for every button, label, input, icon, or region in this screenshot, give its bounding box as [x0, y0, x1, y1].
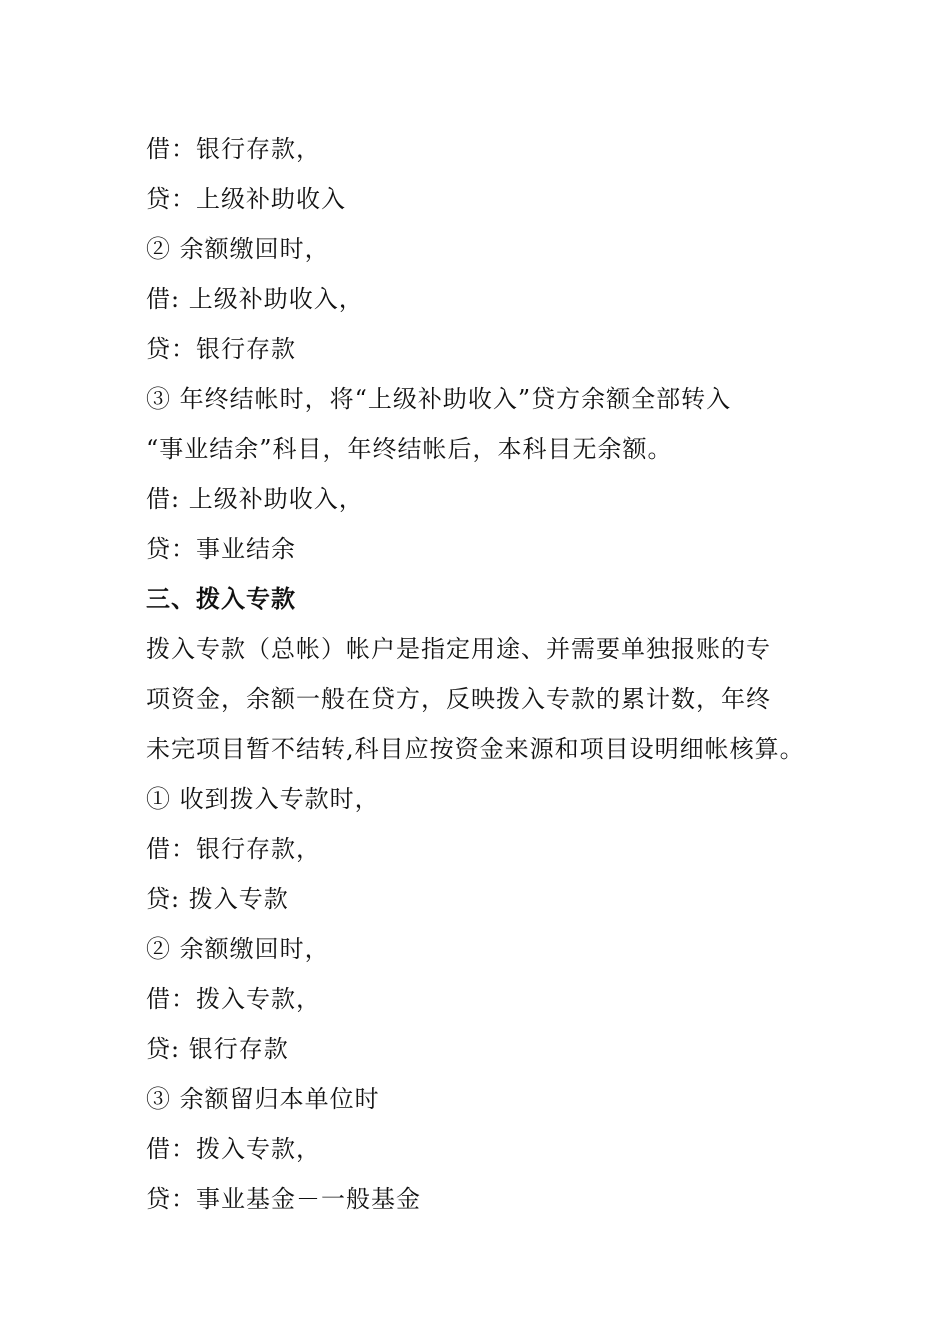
text-line: 项资金，余额一般在贷方，反映拨入专款的累计数，年终: [146, 685, 771, 713]
text-line: 借：银行存款，: [146, 135, 321, 163]
text-line: 贷：事业基金－一般基金: [146, 1185, 421, 1213]
text-line: 贷: 拨入专款: [146, 885, 289, 913]
text-line: 借: 上级补助收入，: [146, 485, 364, 513]
text-line: 借：银行存款，: [146, 835, 321, 863]
section-heading: 三、拨入专款: [146, 585, 296, 613]
text-line: 借: 上级补助收入，: [146, 285, 364, 313]
text-line: 未完项目暂不结转,科目应按资金来源和项目设明细帐核算。: [146, 735, 805, 763]
text-line: ② 余额缴回时，: [146, 935, 330, 963]
text-line: ③ 年终结帐时，将“上级补助收入”贷方余额全部转入: [146, 385, 732, 413]
text-line: 贷：事业结余: [146, 535, 296, 563]
text-line: 贷: 银行存款: [146, 1035, 289, 1063]
text-line: 拨入专款（总帐）帐户是指定用途、并需要单独报账的专: [146, 635, 771, 663]
text-line: 借：拨入专款，: [146, 985, 321, 1013]
text-line: ③ 余额留归本单位时: [146, 1085, 380, 1113]
text-line: 贷：上级补助收入: [146, 185, 346, 213]
text-line: ① 收到拨入专款时，: [146, 785, 380, 813]
text-line: 借：拨入专款，: [146, 1135, 321, 1163]
text-line: ② 余额缴回时，: [146, 235, 330, 263]
text-line: 贷：银行存款: [146, 335, 296, 363]
text-line: “事业结余”科目，年终结帐后，本科目无余额。: [146, 435, 673, 463]
